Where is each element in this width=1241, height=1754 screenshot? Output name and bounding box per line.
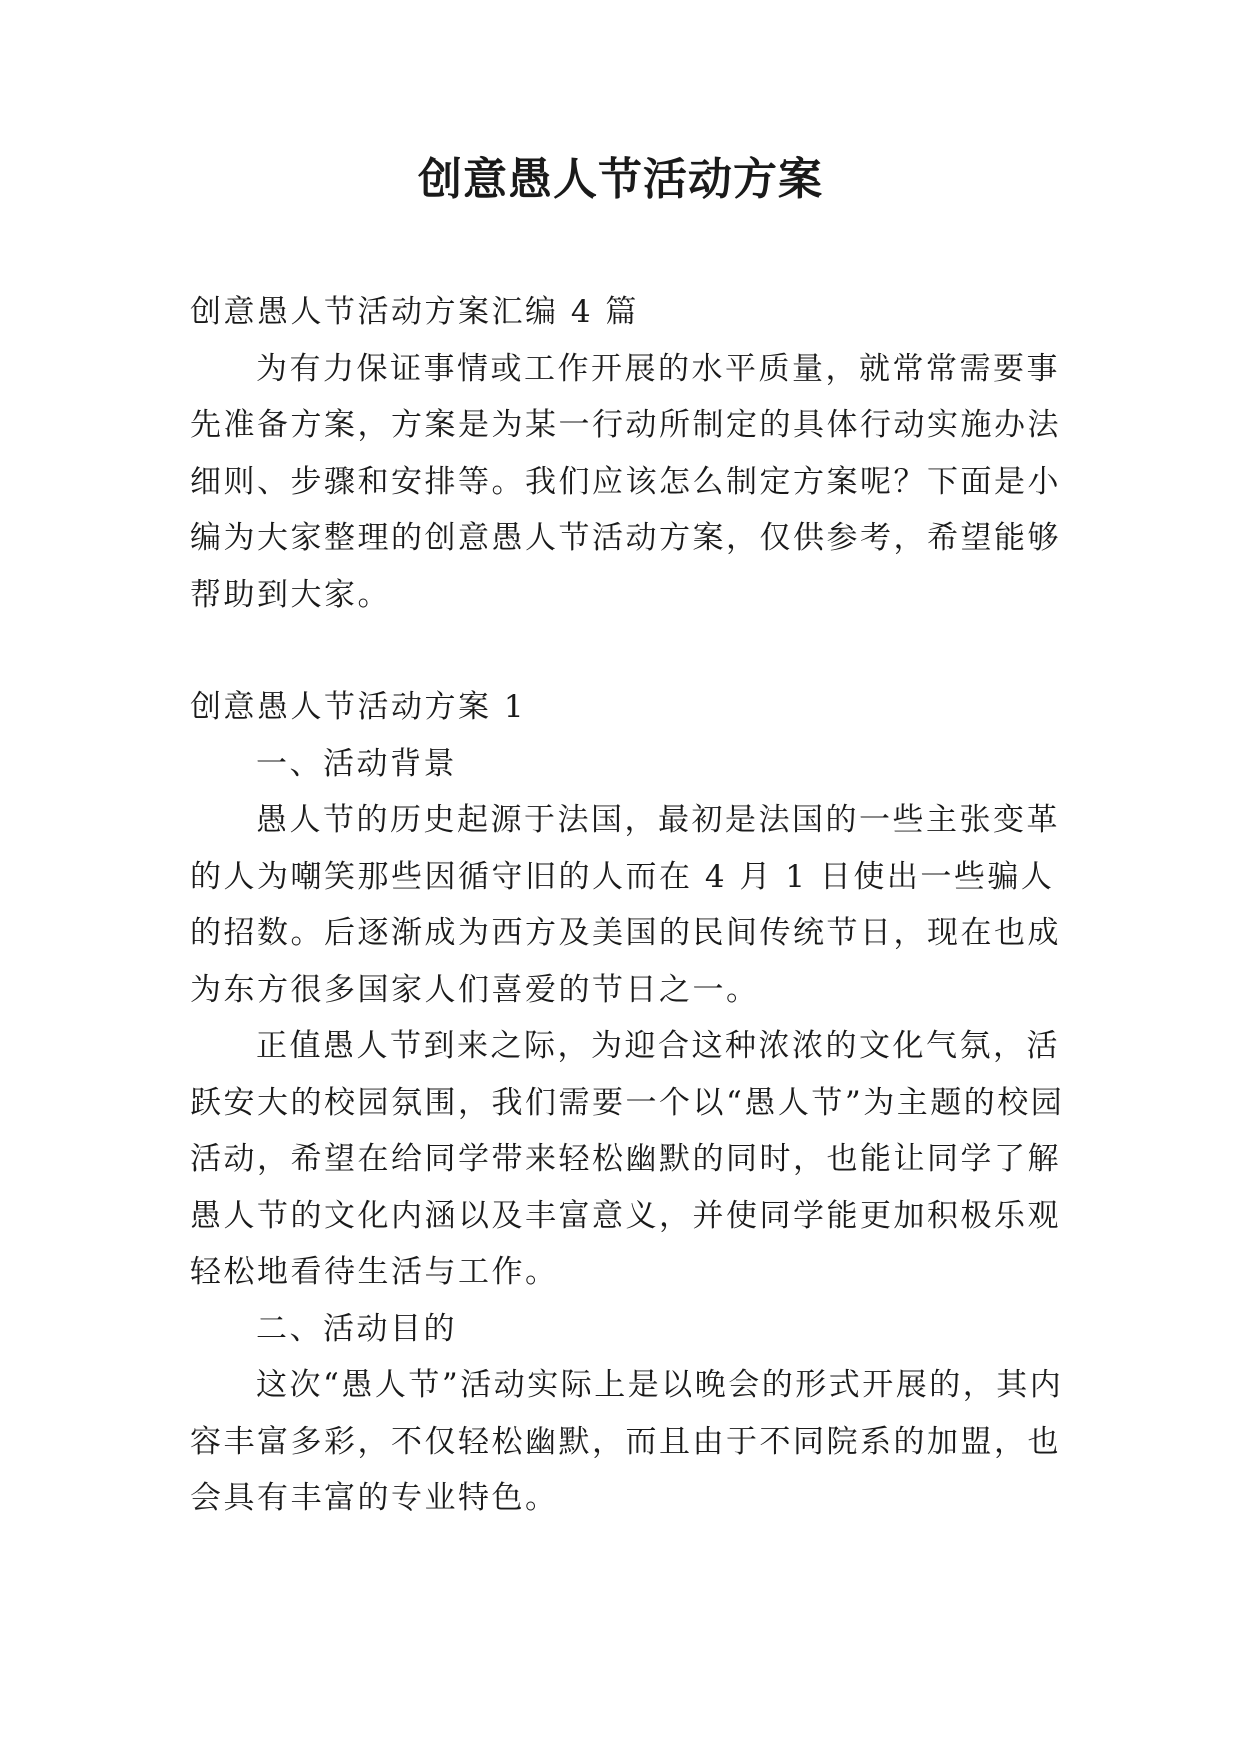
document-subtitle: 创意愚人节活动方案汇编 4 篇 [190,294,639,330]
intro-paragraph: 为有力保证事情或工作开展的水平质量，就常常需要事先准备方案，方案是为某一行动所制定的具体行动实施办法细则、步骤和安排等。我们应该怎么制定方案呢？下面是小编为大家整理的创意愚人节活动方案，仅供参考，希望能够帮助到大家。 [190,350,1061,613]
document-body [190,284,1070,1527]
section-title: 创意愚人节活动方案 1 [190,689,527,725]
background-paragraph-2: 正值愚人节到来之际，为迎合这种浓浓的文化气氛，活跃安大的校园氛围，我们需要一个以“愚人节”为主题的校园活动，希望在给同学带来轻松幽默的同时，也能让同学了解愚人节的文化内涵以及丰富意义，并使同学能更加积极乐观轻松地看待生活与工作。 [190,1028,1065,1290]
document-title: 创意愚人节活动方案 [418,154,823,205]
background-paragraph-1: 愚人节的历史起源于法国，最初是法国的一些主张变革的人为嘲笑那些因循守旧的人而在 4 月 1 日使出一些骗人的招数。后逐渐成为西方及美国的民间传统节日，现在也成为东方很多国家人们喜爱的节日之一。 [190,802,1061,1008]
purpose-paragraph: 这次“愚人节”活动实际上是以晚会的形式开展的，其内容丰富多彩，不仅轻松幽默，而且由于不同院系的加盟，也会具有丰富的专业特色。 [190,1367,1064,1516]
paragraph-gap [190,623,1070,679]
heading-background: 一、活动背景 [256,745,457,782]
heading-purpose: 二、活动目的 [256,1310,457,1347]
